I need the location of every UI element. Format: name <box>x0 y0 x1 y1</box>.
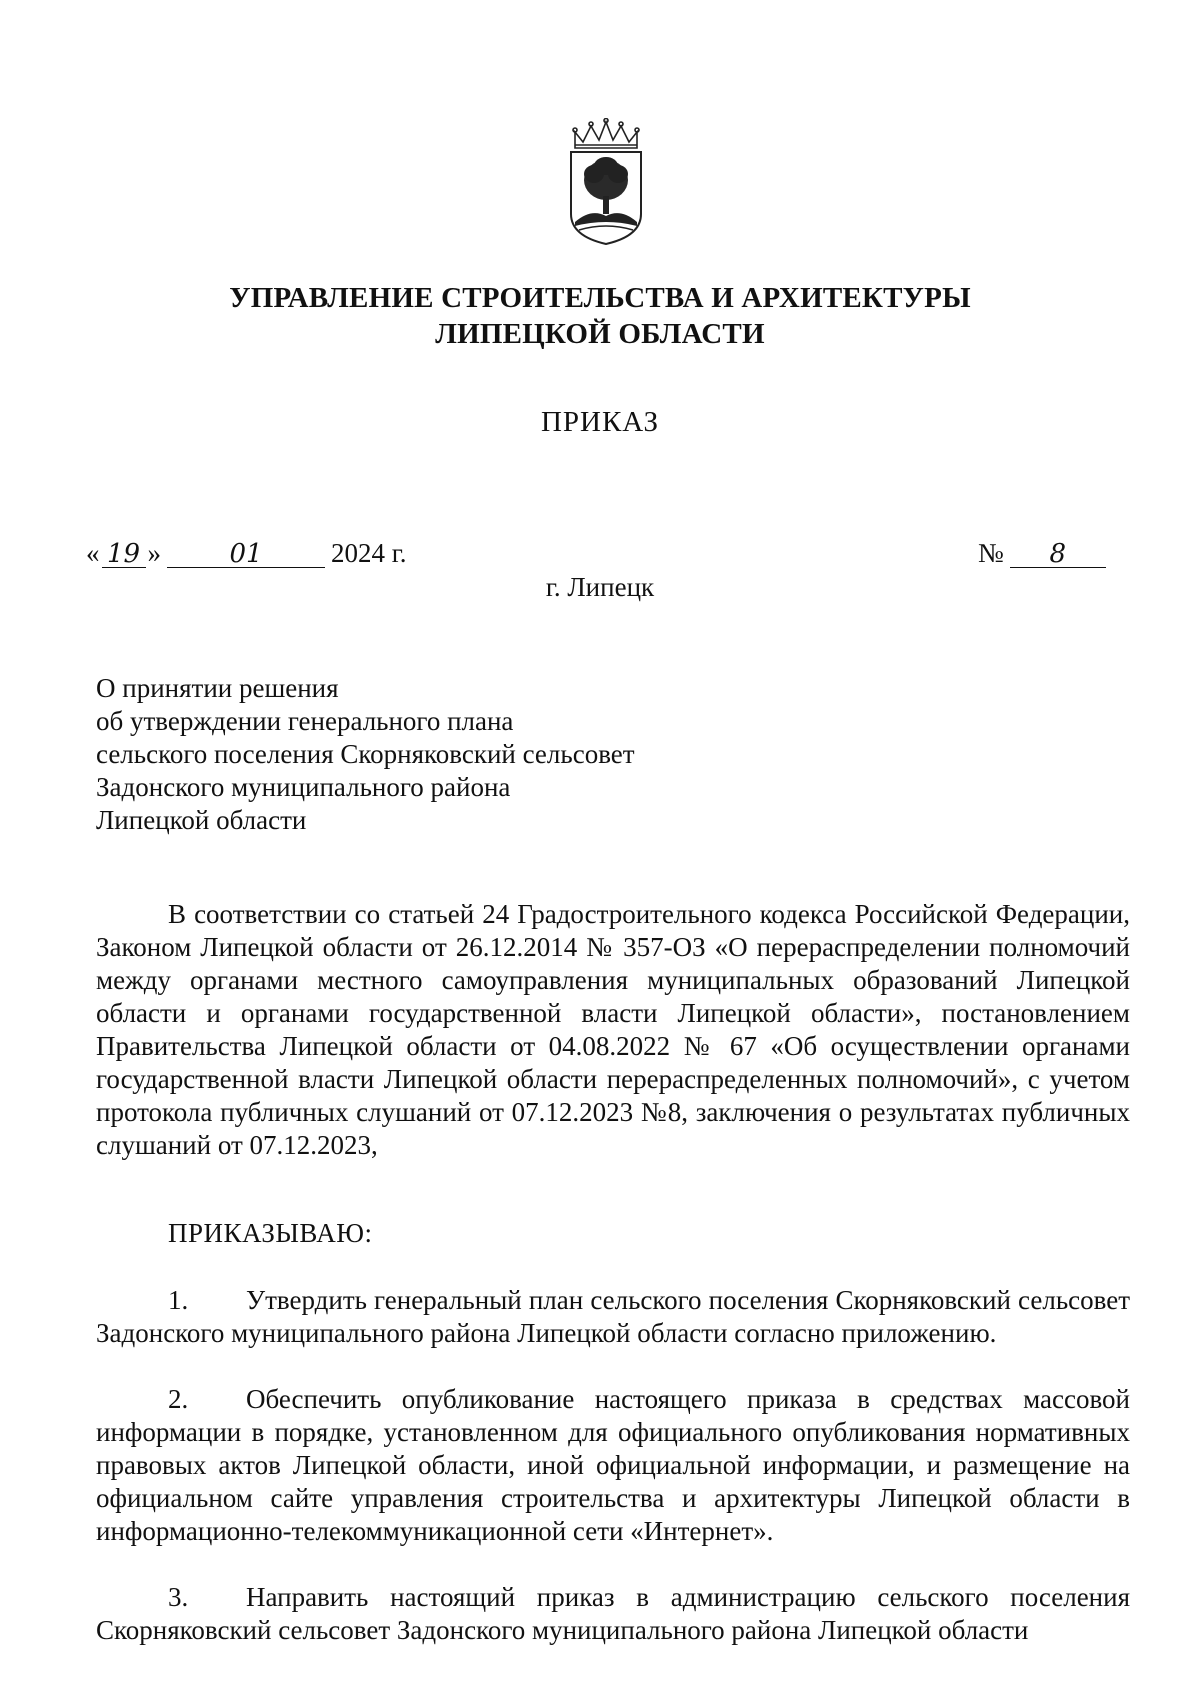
date-open-quote: « <box>86 538 100 568</box>
date-day: 19 <box>102 541 146 568</box>
order-item <box>96 1383 1130 1548</box>
order-directive: ПРИКАЗЫВАЮ: <box>168 1218 373 1248</box>
organization-title-line2: ЛИПЕЦКОЙ ОБЛАСТИ <box>435 318 765 350</box>
item-text: Утвердить генеральный план сельского поселения Скорняковский сельсовет Задонского муниципального района Липецкой области согласно приложению. <box>96 1285 1130 1348</box>
subject-line: сельского поселения Скорняковский сельсовет <box>96 739 635 769</box>
document-type-heading: ПРИКАЗ <box>540 406 660 438</box>
date-month: 01 <box>167 541 325 568</box>
subject-line: Липецкой области <box>96 805 307 835</box>
item-number: 1. <box>168 1285 189 1315</box>
document-number <box>978 536 1106 570</box>
document-date <box>86 536 407 570</box>
preamble-paragraph: В соответствии со статьей 24 Градостроительного кодекса Российской Федерации, Законом Липецкой области от 26.12.2014 № 357-ОЗ «О перераспределении полномочий между органами местного самоуправления муниципальных образований Липецкой области и органами государственной власти Липецкой области», постановлением Правительства Липецкой области от 04.08.2022 № 67 «Об осуществлении органами государственной власти Липецкой области перераспределенных полномочий», с учетом протокола публичных слушаний от 07.12.2023 №8, заключения о результатах публичных слушаний от 07.12.2023, <box>96 899 1130 1160</box>
coat-of-arms-icon <box>567 118 645 248</box>
item-text: Направить настоящий приказ в администрацию сельского поселения Скорняковский сельсовет Задонского муниципального района Липецкой области <box>96 1582 1130 1645</box>
city-line: г. Липецк <box>545 572 655 602</box>
item-number: 3. <box>168 1582 189 1612</box>
organization-title-line1: УПРАВЛЕНИЕ СТРОИТЕЛЬСТВА И АРХИТЕКТУРЫ <box>229 282 971 314</box>
subject-line: Задонского муниципального района <box>96 772 511 802</box>
item-text: Обеспечить опубликование настоящего приказа в средствах массовой информации в порядке, установленном для официального опубликования нормативных правовых актов Липецкой области, иной официальной информации, и размещение на официальном сайте управления строительства и архитектуры Липецкой области в информационно-телекоммуникационной сети «Интернет». <box>96 1384 1130 1546</box>
number-label: № <box>978 538 1004 568</box>
order-item <box>96 1284 1130 1350</box>
document-subject <box>96 672 635 837</box>
number-value: 8 <box>1010 541 1106 568</box>
subject-line: О принятии решения <box>96 673 339 703</box>
order-item <box>96 1581 1130 1647</box>
subject-line: об утверждении генерального плана <box>96 706 514 736</box>
item-number: 2. <box>168 1384 189 1414</box>
date-close-quote: » <box>147 538 161 568</box>
date-year: 2024 г. <box>331 538 407 568</box>
